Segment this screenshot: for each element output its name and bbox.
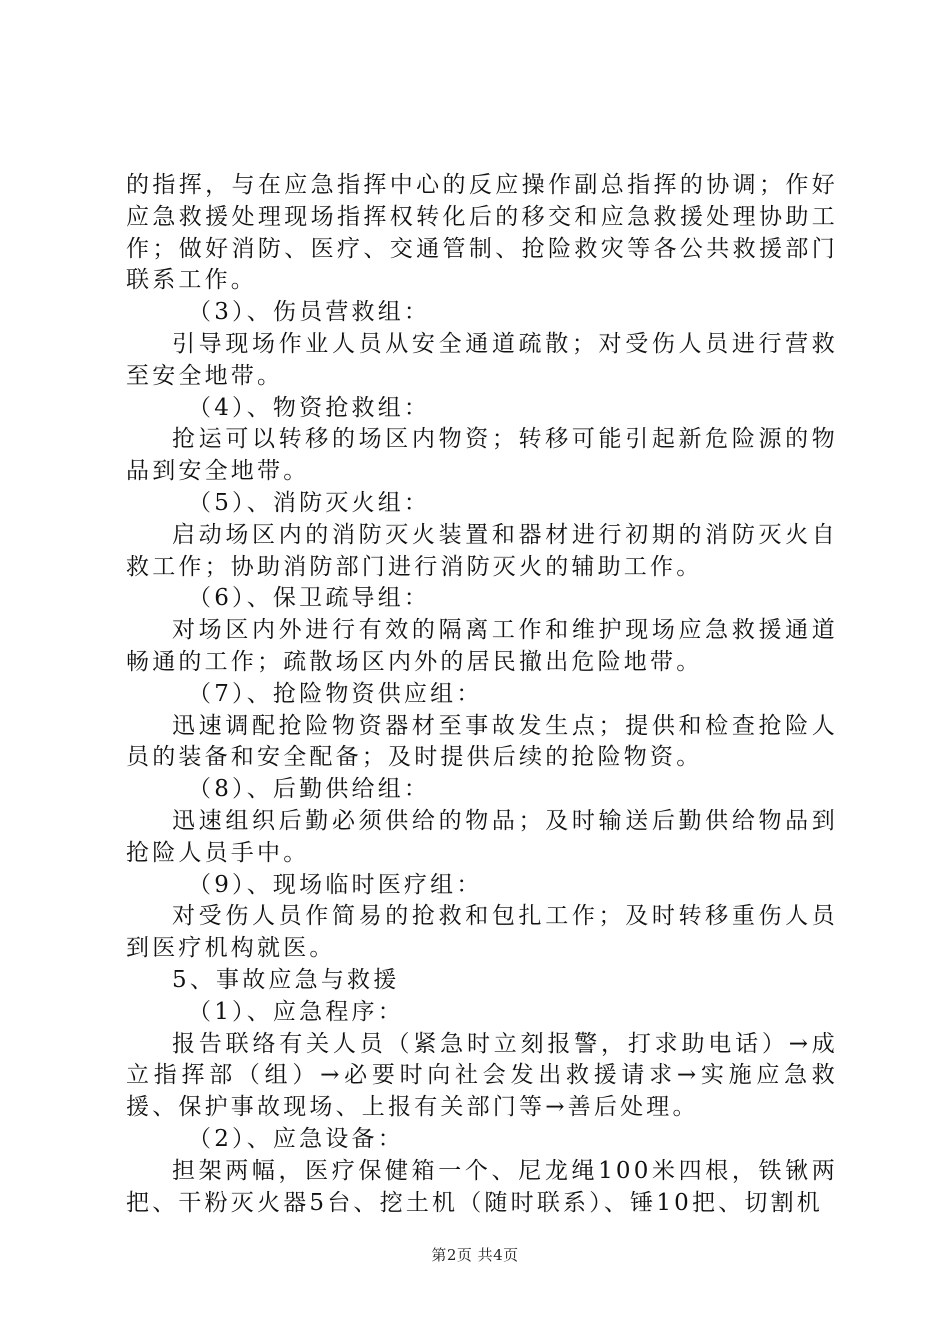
section-heading: （3）、伤员营救组： — [188, 299, 431, 326]
section-heading: （4）、物资抢救组： — [188, 394, 431, 421]
paragraph: 迅速组织后勤必须供给的物品；及时输送后勤供给物品到抢险人员手中。 — [126, 807, 838, 866]
paragraph: 担架两幅，医疗保健箱一个、尼龙绳100米四根，铁锹两把、干粉灭火器5台、挖土机（随时联系）、锤10把、切割机 — [126, 1157, 838, 1216]
paragraph: 启动场区内的消防灭火装置和器材进行初期的消防灭火自救工作；协助消防部门进行消防灭火的辅助工作。 — [126, 521, 838, 580]
paragraph: 抢运可以转移的场区内物资；转移可能引起新危险源的物品到安全地带。 — [126, 426, 838, 485]
paragraph: 报告联络有关人员（紧急时立刻报警，打求助电话）→成立指挥部（组）→必要时向社会发出救援请求→实施应急救援、保护事故现场、上报有关部门等→善后处理。 — [126, 1030, 838, 1121]
document-body — [126, 170, 838, 1219]
section-heading: （1）、应急程序： — [188, 998, 404, 1025]
section-heading: （2）、应急设备： — [188, 1125, 404, 1152]
paragraph: 引导现场作业人员从安全通道疏散；对受伤人员进行营救至安全地带。 — [126, 330, 838, 389]
page-number-footer: 第2页 共4页 — [431, 1246, 519, 1264]
section-heading: （7）、抢险物资供应组： — [188, 680, 483, 707]
section-heading: （6）、保卫疏导组： — [188, 585, 431, 612]
paragraph: 的指挥，与在应急指挥中心的反应操作副总指挥的协调；作好应急救援处理现场指挥权转化后的移交和应急救援处理协助工作；做好消防、医疗、交通管制、抢险救灾等各公共救援部门联系工作。 — [126, 172, 838, 294]
section-heading: （5）、消防灭火组： — [188, 489, 431, 516]
chapter-heading: 5、事故应急与救援 — [172, 966, 400, 993]
paragraph: 迅速调配抢险物资器材至事故发生点；提供和检查抢险人员的装备和安全配备；及时提供后续的抢险物资。 — [126, 712, 838, 771]
paragraph: 对场区内外进行有效的隔离工作和维护现场应急救援通道畅通的工作；疏散场区内外的居民撤出危险地带。 — [126, 617, 838, 675]
paragraph: 对受伤人员作简易的抢救和包扎工作；及时转移重伤人员到医疗机构就医。 — [126, 903, 838, 962]
section-heading: （8）、后勤供给组： — [188, 776, 431, 803]
section-heading: （9）、现场临时医疗组： — [188, 871, 483, 898]
